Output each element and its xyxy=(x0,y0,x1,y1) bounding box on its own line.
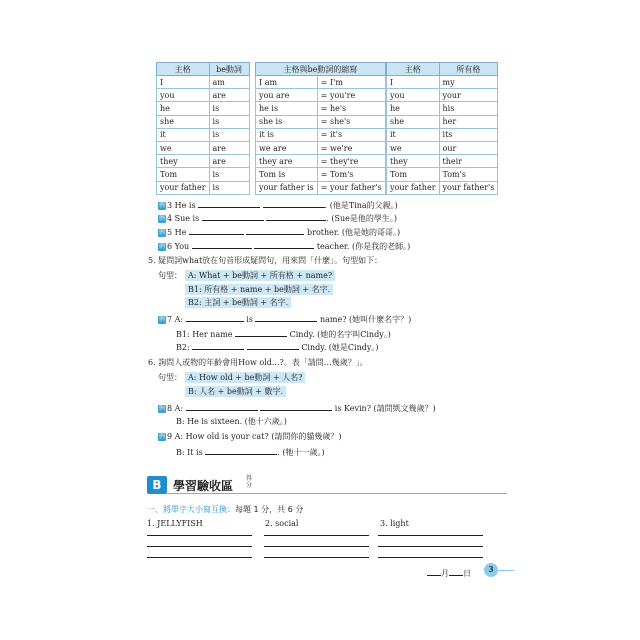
date-field xyxy=(427,567,471,579)
table-cell: its xyxy=(439,128,498,141)
table-row xyxy=(157,141,250,154)
answer-blank[interactable] xyxy=(198,199,260,208)
table-cell: her xyxy=(439,115,498,128)
table-cell: = they're xyxy=(317,155,385,168)
example-9-b xyxy=(176,446,325,458)
example-number: 6 xyxy=(167,242,173,251)
example-7-b2 xyxy=(176,341,379,353)
section-title: 學習驗收區 xyxy=(173,479,234,493)
table-cell: = she's xyxy=(317,115,385,128)
table-cell: you are xyxy=(256,89,318,102)
answer-blank[interactable] xyxy=(192,240,252,249)
table-row xyxy=(387,128,498,141)
pattern-line: B1: 所有格 + name + be動詞 + 名字. xyxy=(185,284,333,295)
table-cell: I xyxy=(157,76,210,89)
contraction-table xyxy=(255,62,386,195)
table-cell: we xyxy=(387,141,440,154)
table-cell: our xyxy=(439,141,498,154)
header-cell: 所有格 xyxy=(439,63,498,76)
table-cell: is xyxy=(209,168,249,181)
writing-line[interactable] xyxy=(147,557,252,558)
table-row xyxy=(157,128,250,141)
header-cell: 主格 xyxy=(157,63,210,76)
example-text: A: How old is your cat? (請問你的貓幾歲？) xyxy=(174,432,342,441)
example-6 xyxy=(158,240,410,252)
table-cell: is xyxy=(209,181,249,194)
subsection-heading xyxy=(147,504,303,515)
table-cell: your father is xyxy=(256,181,318,194)
table-cell: my xyxy=(439,76,498,89)
table-row xyxy=(157,115,250,128)
table-cell: it xyxy=(387,128,440,141)
example-text: You xyxy=(174,242,190,251)
example-text: . (他是Tina的父親。) xyxy=(324,201,398,210)
example-text: He is xyxy=(174,201,196,210)
table-row xyxy=(387,76,498,89)
answer-blank[interactable] xyxy=(260,402,332,411)
table-cell: you xyxy=(387,89,440,102)
page-number-line xyxy=(498,570,514,571)
example-8-b: B: He is sixteen. (他十六歲。) xyxy=(176,417,287,426)
example-badge: 例 xyxy=(158,405,165,412)
answer-blank[interactable] xyxy=(235,328,287,337)
answer-blank[interactable] xyxy=(189,226,244,235)
pattern-line: B: 人名 + be動詞 + 數字. xyxy=(185,386,286,397)
pattern-line: A: How old + be動詞 + 人名? xyxy=(185,372,305,383)
table-cell: Tom xyxy=(387,168,440,181)
answer-blank[interactable] xyxy=(246,226,304,235)
example-text: He xyxy=(174,228,187,237)
example-7-b1 xyxy=(176,328,391,340)
table-cell: they xyxy=(157,155,210,168)
subsection-rule: 每題 1 分，共 6 分 xyxy=(235,505,304,514)
word-1-label: 1. JELLYFISH xyxy=(147,519,203,528)
table-row xyxy=(256,141,386,154)
table-cell: your xyxy=(439,89,498,102)
example-badge: 例 xyxy=(158,243,165,250)
table-row xyxy=(157,89,250,102)
table-cell: Tom's xyxy=(439,168,498,181)
example-text: brother. (他是她的哥哥。) xyxy=(307,228,401,237)
table-row xyxy=(256,89,386,102)
example-number: 7 xyxy=(167,315,173,324)
header-cell: be動詞 xyxy=(209,63,249,76)
answer-blank[interactable] xyxy=(266,212,326,221)
example-number: 9 xyxy=(167,432,173,441)
table-cell: I am xyxy=(256,76,318,89)
table-cell: he xyxy=(387,102,440,115)
table-cell: she xyxy=(157,115,210,128)
answer-blank[interactable] xyxy=(205,446,277,455)
rule-5: 5. 疑問詞what放在句首形成疑問句，用來問「什麼」。句型如下： xyxy=(148,256,383,265)
example-badge: 例 xyxy=(158,202,165,209)
example-number: 5 xyxy=(167,228,173,237)
writing-line[interactable] xyxy=(378,557,483,558)
answer-blank[interactable] xyxy=(186,402,258,411)
table-row xyxy=(256,76,386,89)
pattern-label: 句型： xyxy=(158,271,182,280)
example-badge: 例 xyxy=(158,229,165,236)
table-cell: your father xyxy=(157,181,210,194)
table-row xyxy=(256,115,386,128)
example-number: 4 xyxy=(167,214,173,223)
table-cell: am xyxy=(209,76,249,89)
table-cell: is xyxy=(209,128,249,141)
table-cell: you xyxy=(157,89,210,102)
table-cell: they are xyxy=(256,155,318,168)
rule-6: 6. 詢問人或物的年齡會用How old...?。表「請問…幾歲？」。 xyxy=(148,358,368,367)
answer-blank[interactable] xyxy=(192,341,244,350)
example-text: is Kevin? (請問凱文幾歲？) xyxy=(334,404,436,413)
example-text: teacher. (你是我的老師。) xyxy=(316,242,411,251)
possessive-table xyxy=(386,62,498,195)
table-row xyxy=(256,102,386,115)
example-text: Cindy. (她的名字叫Cindy。) xyxy=(289,330,391,339)
pattern-line: B2: 主詞 + be動詞 + 名字. xyxy=(185,297,291,308)
example-number: 8 xyxy=(167,404,173,413)
header-cell: 主格與be動詞的縮寫 xyxy=(256,63,386,76)
table-row xyxy=(157,168,250,181)
answer-blank[interactable] xyxy=(247,341,299,350)
table-row xyxy=(256,155,386,168)
table-row xyxy=(387,181,498,194)
writing-line[interactable] xyxy=(264,535,369,536)
table-cell: we xyxy=(157,141,210,154)
table-row xyxy=(387,115,498,128)
table-cell: are xyxy=(209,89,249,102)
month-label: 月 xyxy=(441,569,449,578)
table-row xyxy=(387,141,498,154)
table-cell: his xyxy=(439,102,498,115)
table-cell: = Tom's xyxy=(317,168,385,181)
example-4 xyxy=(158,212,397,224)
table-cell: it xyxy=(157,128,210,141)
table-cell: Tom xyxy=(157,168,210,181)
table-row xyxy=(387,168,498,181)
b2-label: B2: xyxy=(176,343,190,352)
table-cell: their xyxy=(439,155,498,168)
table-cell: it is xyxy=(256,128,318,141)
example-text: B: It is xyxy=(176,448,203,457)
page-number: 3 xyxy=(484,563,498,577)
table-cell: they xyxy=(387,155,440,168)
example-text: . (Sue是他的學生。) xyxy=(326,214,398,223)
section-divider xyxy=(167,493,507,494)
table-cell: he xyxy=(157,102,210,115)
table-cell: Tom is xyxy=(256,168,318,181)
example-text: B1: Her name xyxy=(176,330,233,339)
example-badge: 例 xyxy=(158,433,165,440)
writing-line[interactable] xyxy=(147,546,252,547)
table-cell: = he's xyxy=(317,102,385,115)
table-cell: = your father's xyxy=(317,181,385,194)
example-badge: 例 xyxy=(158,316,165,323)
writing-line[interactable] xyxy=(378,535,483,536)
answer-blank[interactable] xyxy=(202,212,264,221)
writing-line[interactable] xyxy=(147,535,252,536)
table-cell: is xyxy=(209,115,249,128)
example-badge: 例 xyxy=(158,215,165,222)
table-cell: = you're xyxy=(317,89,385,102)
header-cell: 主格 xyxy=(387,63,440,76)
table-cell: we are xyxy=(256,141,318,154)
subsection-title: 一、將單字大小寫互換： xyxy=(147,505,235,514)
table-cell: are xyxy=(209,141,249,154)
writing-line[interactable] xyxy=(264,546,369,547)
example-number: 3 xyxy=(167,201,173,210)
example-text: name? (她叫什麼名字？) xyxy=(319,315,412,324)
writing-line[interactable] xyxy=(378,546,483,547)
table-row xyxy=(157,155,250,168)
section-letter: B xyxy=(147,476,167,494)
answer-blank[interactable] xyxy=(255,313,317,322)
example-7 xyxy=(158,313,411,325)
table-cell: your father's xyxy=(439,181,498,194)
example-text: Sue is xyxy=(174,214,200,223)
table-row xyxy=(387,89,498,102)
table-cell: he is xyxy=(256,102,318,115)
example-text: . (牠十一歲。) xyxy=(277,448,325,457)
example-text: A: xyxy=(174,404,184,413)
table-cell: she is xyxy=(256,115,318,128)
table-row xyxy=(387,155,498,168)
table-row xyxy=(256,128,386,141)
example-9 xyxy=(158,431,341,442)
table-cell: = it's xyxy=(317,128,385,141)
table-row xyxy=(387,102,498,115)
table-row xyxy=(157,76,250,89)
table-cell: she xyxy=(387,115,440,128)
table-cell: is xyxy=(209,102,249,115)
answer-blank[interactable] xyxy=(186,313,244,322)
example-text: Cindy. (她是Cindy。) xyxy=(301,343,379,352)
answer-blank[interactable] xyxy=(254,240,314,249)
table-cell: are xyxy=(209,155,249,168)
table-cell: = we're xyxy=(317,141,385,154)
example-3 xyxy=(158,199,398,211)
score-label: 得分 xyxy=(246,475,253,489)
answer-blank[interactable] xyxy=(263,199,325,208)
example-text: is xyxy=(246,315,253,324)
table-row xyxy=(256,168,386,181)
example-8 xyxy=(158,402,436,414)
table-row xyxy=(157,181,250,194)
table-row xyxy=(157,102,250,115)
be-verb-table xyxy=(156,62,250,195)
pattern-label: 句型： xyxy=(158,373,182,382)
example-5 xyxy=(158,226,400,238)
day-blank[interactable] xyxy=(449,567,463,576)
month-blank[interactable] xyxy=(427,567,441,576)
table-row xyxy=(256,181,386,194)
table-cell: = I'm xyxy=(317,76,385,89)
pattern-line: A: What + be動詞 + 所有格 + name? xyxy=(185,270,335,281)
example-text: A: xyxy=(174,315,184,324)
word-3-label: 3. light xyxy=(380,519,409,528)
word-2-label: 2. social xyxy=(265,519,299,528)
table-cell: your father xyxy=(387,181,440,194)
table-cell: I xyxy=(387,76,440,89)
writing-line[interactable] xyxy=(264,557,369,558)
day-label: 日 xyxy=(463,569,471,578)
